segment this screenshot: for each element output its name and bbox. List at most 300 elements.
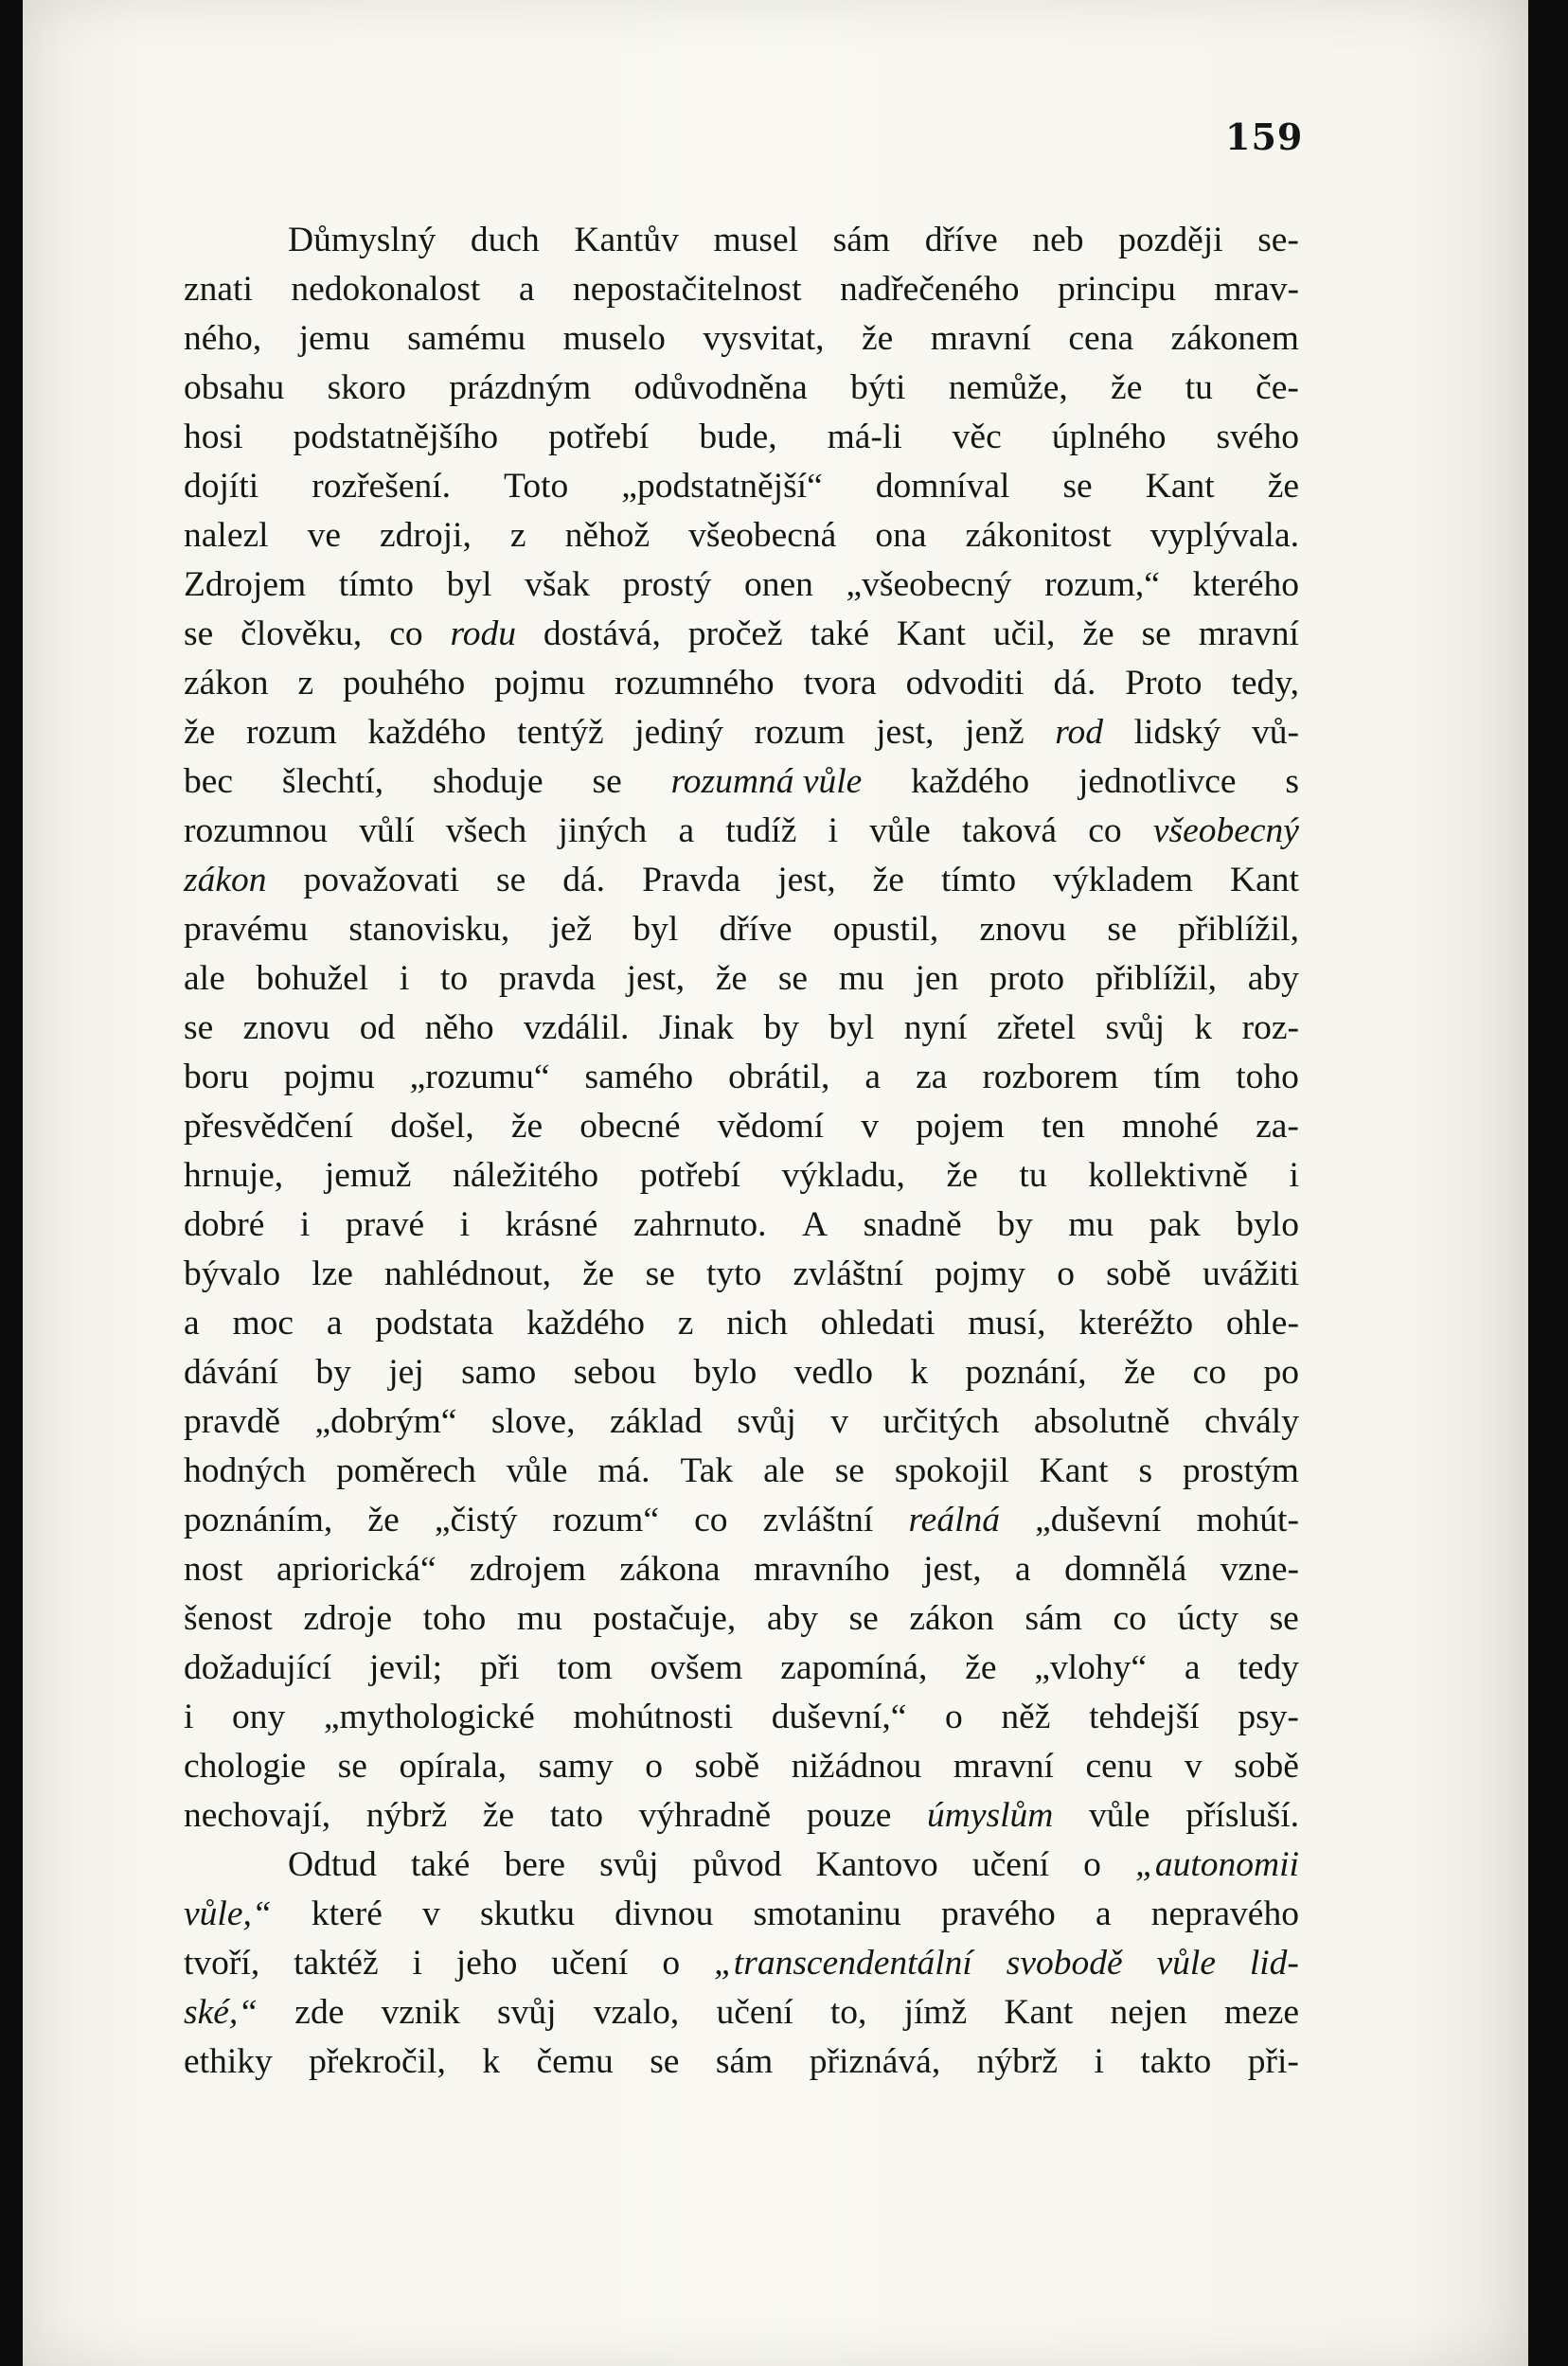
word: úplného: [1051, 418, 1167, 456]
word: „rozumu“: [409, 1058, 550, 1096]
word: bývalo: [184, 1254, 281, 1293]
word: proto: [989, 959, 1065, 998]
word: postačuje,: [593, 1599, 737, 1638]
word: ten: [1041, 1107, 1085, 1146]
word: vůle,“: [184, 1895, 272, 1933]
text-line: [184, 1397, 1299, 1447]
word: samy: [538, 1747, 614, 1786]
word: že: [965, 1648, 997, 1687]
word: nemůže,: [948, 368, 1068, 407]
word: onen: [743, 565, 813, 604]
text-line: [184, 1004, 1299, 1053]
word: náležitého: [453, 1156, 599, 1195]
word: musel: [713, 221, 799, 259]
word: se: [337, 1747, 367, 1786]
word: domníval: [875, 467, 1010, 506]
word: „všeobecný: [846, 565, 1012, 604]
word: učení: [971, 1845, 1050, 1884]
word: duševní,“: [771, 1698, 907, 1736]
word: prostý: [622, 565, 712, 604]
word: aby: [766, 1599, 819, 1638]
word: došel,: [390, 1107, 474, 1146]
text-line: [184, 757, 1299, 807]
word: obrátil,: [728, 1058, 830, 1096]
word: vůlí: [359, 811, 415, 850]
word: sobě: [694, 1747, 760, 1786]
word: Zdrojem: [184, 565, 307, 604]
word: zákon: [184, 861, 267, 899]
word: ona: [875, 516, 927, 555]
text-line: [184, 1299, 1299, 1348]
word: dříve: [924, 221, 998, 259]
word: pouze: [806, 1796, 892, 1835]
word: o: [662, 1944, 681, 1983]
word: Jinak: [658, 1008, 735, 1047]
word: ovšem: [650, 1648, 743, 1687]
word: v: [861, 1107, 879, 1146]
word: vůle: [869, 811, 931, 850]
word: potřebí: [548, 418, 650, 456]
word: jevil;: [369, 1648, 443, 1687]
page-number: 159: [1225, 116, 1304, 158]
word: jeho: [455, 1944, 518, 1983]
word: poznání,: [965, 1353, 1087, 1392]
word: se: [834, 1451, 864, 1490]
text-line: [184, 1594, 1299, 1644]
text-line: [184, 1791, 1299, 1841]
word: že: [367, 1501, 400, 1539]
text-line: [184, 1841, 1299, 1890]
word: jímž: [903, 1993, 968, 2032]
word: byl: [446, 565, 492, 604]
word: o: [1083, 1845, 1101, 1884]
text-line: [184, 462, 1299, 511]
word: přiznává,: [809, 2042, 941, 2081]
word: však: [525, 565, 590, 604]
word: něho: [424, 1008, 494, 1047]
word: A: [801, 1205, 829, 1244]
word: zákon: [184, 664, 269, 703]
word: reálná: [908, 1501, 1000, 1539]
text-line: [184, 1151, 1299, 1201]
word: byl: [633, 910, 679, 949]
word: tedy: [1238, 1648, 1299, 1687]
word: podstata: [375, 1304, 494, 1343]
word: pravda: [498, 959, 596, 998]
word: „podstatnější“: [621, 467, 823, 506]
text-line: [184, 856, 1299, 905]
word: „vlohy“: [1034, 1648, 1148, 1687]
word: lidský: [1133, 713, 1221, 752]
word: by: [763, 1008, 799, 1047]
word: každého: [367, 713, 487, 752]
book-page: [23, 0, 1528, 2366]
text-line: [184, 2037, 1299, 2087]
text-line: [184, 659, 1299, 708]
text-line: [184, 1102, 1299, 1151]
word: sám: [1025, 1599, 1082, 1638]
word: k: [1194, 1008, 1213, 1047]
word: „autonomii: [1135, 1845, 1299, 1884]
word: šenost: [184, 1599, 273, 1638]
word: se: [1107, 910, 1137, 949]
word: svůj: [737, 1402, 796, 1441]
word: ony: [232, 1698, 286, 1736]
word: svůj: [599, 1845, 659, 1884]
word: „dobrým“: [314, 1402, 457, 1441]
word: bohužel: [256, 959, 369, 998]
word: pravému: [184, 910, 309, 949]
word: učení: [551, 1944, 629, 1983]
word: kterého: [1192, 565, 1299, 604]
word: nýbrž: [365, 1796, 448, 1835]
word: jest,: [876, 713, 935, 752]
word: muselo: [562, 319, 666, 358]
word: skoro: [327, 368, 406, 407]
word: zapomíná,: [780, 1648, 928, 1687]
word: učil,: [992, 614, 1056, 653]
word: snadně: [863, 1205, 962, 1244]
word: poměrech: [336, 1451, 476, 1490]
word: mohútnosti: [573, 1698, 734, 1736]
word: základ: [609, 1402, 703, 1441]
word: původ: [692, 1845, 782, 1884]
word: co: [694, 1501, 728, 1539]
word: Pravda: [642, 861, 741, 899]
word: toho: [1236, 1058, 1299, 1096]
word: vyplývala.: [1149, 516, 1299, 555]
word: úmyslům: [927, 1796, 1054, 1835]
word: nyní: [903, 1008, 968, 1047]
text-line: [184, 1988, 1299, 2037]
word: rozborem: [982, 1058, 1119, 1096]
word: pak: [1149, 1205, 1201, 1244]
word: mnohé: [1121, 1107, 1219, 1146]
word: mravní: [1198, 614, 1299, 653]
word: o: [645, 1747, 663, 1786]
word: jediný: [634, 713, 723, 752]
word: dojíti: [184, 467, 259, 506]
word: vůle: [1088, 1796, 1150, 1835]
word: prostým: [1183, 1451, 1299, 1490]
word: nejen: [1110, 1993, 1187, 2032]
word: ohledati: [820, 1304, 935, 1343]
word: i: [184, 1698, 194, 1736]
word: zahrnuto.: [633, 1205, 767, 1244]
word: považovati: [303, 861, 460, 899]
word: „duševní: [1035, 1501, 1162, 1539]
word: něhož: [564, 516, 650, 555]
word: tom: [557, 1648, 613, 1687]
word: podstatnějšího: [293, 418, 499, 456]
word: sám: [715, 2042, 774, 2081]
text-line: [184, 1890, 1299, 1939]
word: zákona: [619, 1550, 721, 1589]
word: tato: [549, 1796, 603, 1835]
word: jest,: [923, 1550, 982, 1589]
word: rozumnou: [184, 811, 329, 850]
word: mohút-: [1196, 1501, 1299, 1539]
word: pojmu: [494, 664, 586, 703]
word: že: [1111, 368, 1143, 407]
word: něž: [1001, 1698, 1051, 1736]
word: že: [1267, 467, 1299, 506]
word: přísluší.: [1185, 1796, 1299, 1835]
word: mravní: [953, 1747, 1054, 1786]
word: mu: [516, 1599, 562, 1638]
word: krásné: [505, 1205, 598, 1244]
word: se: [496, 861, 526, 899]
word: a: [864, 1058, 882, 1096]
word: a: [1015, 1550, 1031, 1589]
word: i: [1094, 2042, 1104, 2081]
word: samému: [407, 319, 526, 358]
word: spokojil: [894, 1451, 1009, 1490]
word: i: [399, 959, 410, 998]
text-line: [184, 413, 1299, 462]
word: výhradně: [638, 1796, 772, 1835]
word: opustil,: [832, 910, 939, 949]
word: Tak: [680, 1451, 734, 1490]
word: s: [1285, 762, 1299, 801]
word: jemuž: [324, 1156, 412, 1195]
word: tvoří,: [184, 1944, 260, 1983]
text-line: [184, 1053, 1299, 1102]
word: nižádnou: [791, 1747, 922, 1786]
text-line: [184, 1201, 1299, 1250]
word: že: [184, 713, 216, 752]
word: vů-: [1251, 713, 1299, 752]
text-line: [184, 1348, 1299, 1397]
word: svého: [1216, 418, 1299, 456]
word: rozumného: [614, 664, 775, 703]
word: co: [389, 614, 423, 653]
word: které: [311, 1895, 383, 1933]
word: se-: [1257, 221, 1299, 259]
word: nalezl: [184, 516, 269, 555]
word: zákon: [909, 1599, 994, 1638]
text-line: [184, 1447, 1299, 1496]
word: Kant: [1145, 467, 1215, 506]
word: znovu: [979, 910, 1067, 949]
word: poznáním,: [184, 1501, 333, 1539]
word: samo: [461, 1353, 537, 1392]
word: věc: [952, 418, 1002, 456]
word: odvoditi: [905, 664, 1025, 703]
word: tu: [1019, 1156, 1047, 1195]
word: prázdným: [449, 368, 592, 407]
word: pročež: [687, 614, 783, 653]
word: i: [459, 1205, 471, 1244]
word: se: [184, 1008, 214, 1047]
word: svůj: [1105, 1008, 1165, 1047]
word: cenu: [1085, 1747, 1153, 1786]
word: zdroji,: [380, 516, 472, 555]
word: jiných: [558, 811, 648, 850]
word: to: [440, 959, 469, 998]
word: dříve: [719, 910, 793, 949]
word: tyto: [705, 1254, 762, 1293]
word: přiblížil,: [1095, 959, 1217, 998]
word: při: [479, 1648, 520, 1687]
word: ohle-: [1225, 1304, 1299, 1343]
word: Kant: [1004, 1993, 1074, 2032]
word: tentýž: [516, 713, 604, 752]
word: a: [184, 1304, 200, 1343]
text-line: [184, 1742, 1299, 1791]
text-line: [184, 265, 1299, 314]
word: úcty: [1177, 1599, 1239, 1638]
word: se: [592, 762, 622, 801]
text-line: [184, 1644, 1299, 1693]
word: jednotlivce: [1078, 762, 1237, 801]
word: dávání: [184, 1353, 278, 1392]
word: nich: [726, 1304, 788, 1343]
word: mravní: [930, 319, 1031, 358]
word: sobě: [1234, 1747, 1299, 1786]
word: má-li: [827, 418, 902, 456]
word: vůle: [1156, 1944, 1216, 1983]
word: býti: [850, 368, 906, 407]
word: mravního: [753, 1550, 890, 1589]
word: dá.: [562, 861, 606, 899]
word: překročil,: [309, 2042, 446, 2081]
word: i: [299, 1205, 311, 1244]
word: se: [848, 1599, 879, 1638]
word: s: [1138, 1451, 1153, 1490]
word: přiblížil,: [1177, 910, 1299, 949]
word: od: [359, 1008, 396, 1047]
word: za: [916, 1058, 948, 1096]
word: při-: [1247, 2042, 1299, 2081]
text-line: [184, 1939, 1299, 1988]
text-line: [184, 610, 1299, 659]
word: hodných: [184, 1451, 307, 1490]
word: smotaninu: [753, 1895, 901, 1933]
word: rozum“: [552, 1501, 659, 1539]
word: o: [945, 1698, 963, 1736]
word: i: [412, 1944, 422, 1983]
word: a: [518, 270, 535, 309]
word: zákonitost: [965, 516, 1112, 555]
text-line: [184, 560, 1299, 610]
word: meze: [1223, 1993, 1299, 2032]
word: jest,: [777, 861, 836, 899]
word: musí,: [968, 1304, 1046, 1343]
word: neb: [1032, 221, 1084, 259]
word: pouhého: [343, 664, 466, 703]
word: slove,: [490, 1402, 576, 1441]
word: co: [1192, 1353, 1227, 1392]
word: vědomí: [717, 1107, 825, 1146]
word: co: [1113, 1599, 1147, 1638]
word: pojmy: [935, 1254, 1026, 1293]
word: sobě: [1106, 1254, 1171, 1293]
word: se: [645, 1254, 675, 1293]
word: „čistý: [434, 1501, 518, 1539]
word: shoduje: [433, 762, 543, 801]
word: se: [1269, 1599, 1299, 1638]
word: člověku,: [241, 614, 363, 653]
word: že: [510, 1107, 543, 1146]
word: že: [715, 959, 748, 998]
word: zákonem: [1170, 319, 1299, 358]
word: jen: [915, 959, 959, 998]
word: cena: [1068, 319, 1134, 358]
word: přesvědčení: [184, 1107, 354, 1146]
word: zřetel: [996, 1008, 1077, 1047]
word: tudíž: [725, 811, 797, 850]
word: domnělá: [1064, 1550, 1187, 1589]
word: výkladu,: [781, 1156, 905, 1195]
word: se: [184, 614, 214, 653]
word: zde: [294, 1993, 345, 2032]
text-line: [184, 1545, 1299, 1594]
word: každého: [911, 762, 1030, 801]
text-line: [184, 1496, 1299, 1545]
word: bec: [184, 762, 234, 801]
word: dá.: [1053, 664, 1096, 703]
word: jemu: [298, 319, 370, 358]
word: ale: [763, 1451, 805, 1490]
word: taktéž: [294, 1944, 379, 1983]
word: nýbrž: [976, 2042, 1059, 2081]
word: tedy,: [1231, 664, 1299, 703]
word: jej: [388, 1353, 424, 1392]
word: má.: [597, 1451, 650, 1490]
word: Odtud: [288, 1845, 377, 1884]
word: i: [1289, 1156, 1299, 1195]
word: dobré: [184, 1205, 265, 1244]
word: by: [315, 1353, 351, 1392]
word: se: [1141, 614, 1171, 653]
word: bylo: [693, 1353, 757, 1392]
body-text: [184, 216, 1299, 2087]
word: bere: [504, 1845, 565, 1884]
word: z: [677, 1304, 694, 1343]
text-line: [184, 364, 1299, 413]
word: apriorická“: [276, 1550, 437, 1589]
word: Kant: [1230, 861, 1299, 899]
word: obsahu: [184, 368, 285, 407]
word: rozum: [245, 713, 337, 752]
text-line: [184, 807, 1299, 856]
word: také: [810, 614, 870, 653]
word: tímto: [338, 565, 414, 604]
word: moc: [232, 1304, 294, 1343]
word: Kantův: [574, 221, 679, 259]
word: šlechtí,: [281, 762, 384, 801]
word: vysvitat,: [703, 319, 825, 358]
word: k: [910, 1353, 929, 1392]
word: z: [509, 516, 526, 555]
word: vůle: [506, 1451, 568, 1490]
word: dostává,: [543, 614, 661, 653]
word: vznik: [381, 1993, 460, 2032]
word: psy-: [1238, 1698, 1299, 1736]
word: absolutně: [1033, 1402, 1170, 1441]
word: hrnuje,: [184, 1156, 284, 1195]
word: potřebí: [639, 1156, 741, 1195]
word: se: [1062, 467, 1093, 506]
word: a: [1184, 1648, 1201, 1687]
word: ethiky: [184, 2042, 273, 2081]
word: hosi: [184, 418, 243, 456]
word: že: [946, 1156, 978, 1195]
word: Kant: [896, 614, 966, 653]
word: zvláštní: [793, 1254, 904, 1293]
word: opírala,: [399, 1747, 507, 1786]
